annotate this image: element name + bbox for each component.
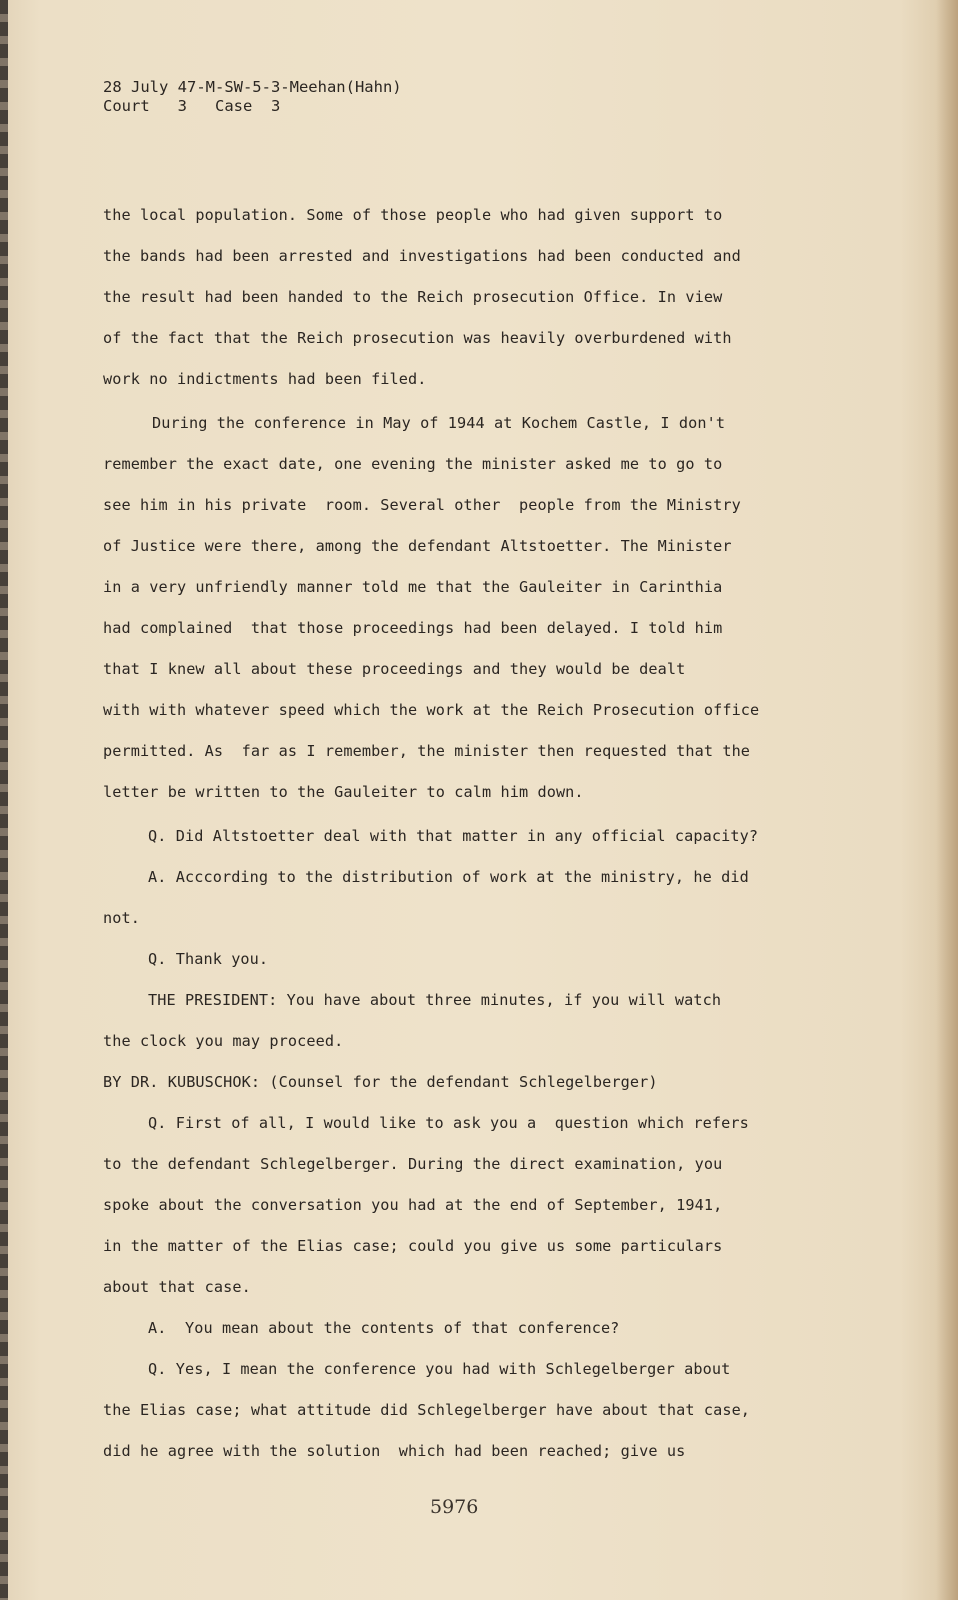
header-line-reference: 28 July 47-M-SW-5-3-Meehan(Hahn) <box>103 78 402 96</box>
transcript-line: THE PRESIDENT: You have about three minutes, if you will watch <box>148 991 722 1009</box>
transcript-line: BY DR. KUBUSCHOK: (Counsel for the defendant Schlegelberger) <box>103 1073 658 1091</box>
transcript-line: the result had been handed to the Reich prosecution Office. In view <box>103 288 723 306</box>
transcript-line: spoke about the conversation you had at the end of September, 1941, <box>103 1196 723 1214</box>
transcript-line: the local population. Some of those people who had given support to <box>103 206 723 224</box>
transcript-line: the Elias case; what attitude did Schlegelberger have about that case, <box>103 1401 751 1419</box>
transcript-line: not. <box>103 909 140 927</box>
transcript-line: A. You mean about the contents of that conference? <box>148 1319 620 1337</box>
transcript-line: permitted. As far as I remember, the minister then requested that the <box>103 742 751 760</box>
transcript-line: A. Acccording to the distribution of work at the ministry, he did <box>148 868 749 886</box>
transcript-line: remember the exact date, one evening the minister asked me to go to <box>103 455 723 473</box>
transcript-line: to the defendant Schlegelberger. During the direct examination, you <box>103 1155 723 1173</box>
transcript-line: in a very unfriendly manner told me that the Gauleiter in Carinthia <box>103 578 723 596</box>
transcript-line: letter be written to the Gauleiter to calm him down. <box>103 783 584 801</box>
page-number: 5976 <box>430 1496 479 1518</box>
transcript-line: of Justice were there, among the defendant Altstoetter. The Minister <box>103 537 732 555</box>
transcript-line: had complained that those proceedings had been delayed. I told him <box>103 619 723 637</box>
transcript-line: Q. First of all, I would like to ask you a question which refers <box>148 1114 749 1132</box>
transcript-line: Q. Thank you. <box>148 950 269 968</box>
header-line-court-case: Court 3 Case 3 <box>103 97 281 115</box>
transcript-line: with with whatever speed which the work at the Reich Prosecution office <box>103 701 760 719</box>
transcript-line: see him in his private room. Several other people from the Ministry <box>103 496 741 514</box>
transcript-line: During the conference in May of 1944 at Kochem Castle, I don't <box>152 414 726 432</box>
transcript-line: that I knew all about these proceedings and they would be dealt <box>103 660 686 678</box>
transcript-line: the clock you may proceed. <box>103 1032 344 1050</box>
transcript-line: did he agree with the solution which had been reached; give us <box>103 1442 686 1460</box>
transcript-line: Q. Yes, I mean the conference you had with Schlegelberger about <box>148 1360 731 1378</box>
transcript-line: about that case. <box>103 1278 251 1296</box>
transcript-line: Q. Did Altstoetter deal with that matter in any official capacity? <box>148 827 759 845</box>
transcript-line: work no indictments had been filed. <box>103 370 427 388</box>
transcript-line: of the fact that the Reich prosecution was heavily overburdened with <box>103 329 732 347</box>
transcript-line: the bands had been arrested and investigations had been conducted and <box>103 247 741 265</box>
transcript-line: in the matter of the Elias case; could you give us some particulars <box>103 1237 723 1255</box>
